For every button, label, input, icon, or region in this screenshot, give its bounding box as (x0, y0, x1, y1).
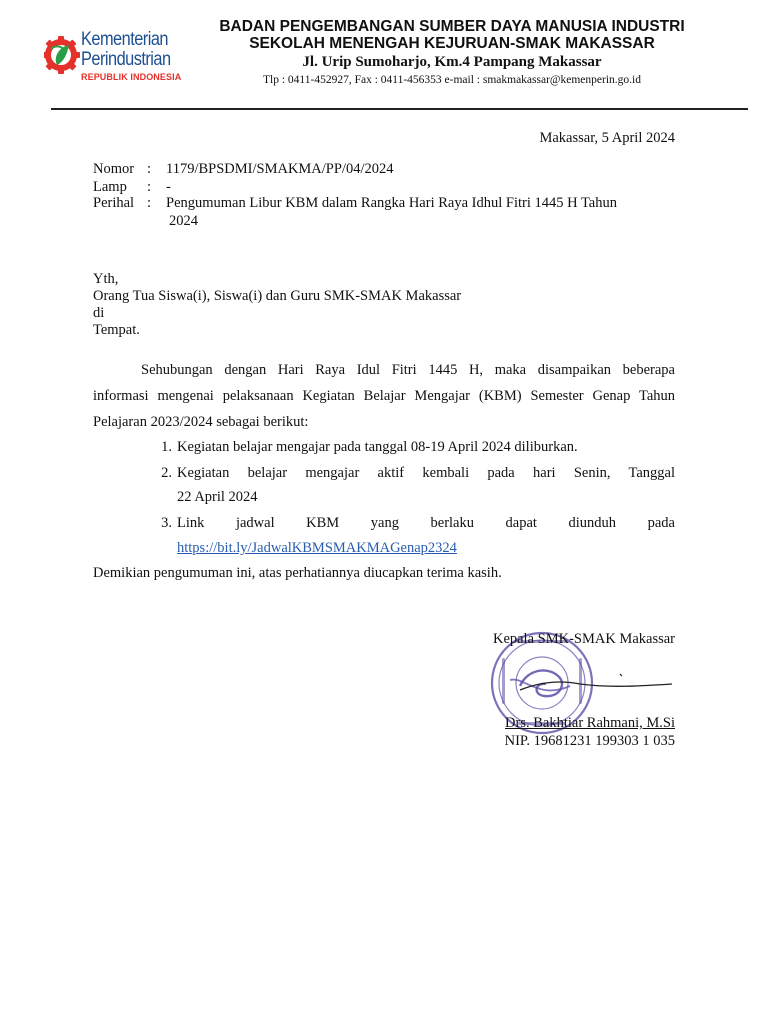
signatory-nip: NIP. 19681231 199303 1 035 (504, 733, 675, 749)
handwritten-signature (520, 660, 675, 700)
letterhead-divider (51, 108, 748, 110)
closing-sentence: Demikian pengumuman ini, atas perhatiannya diucapkan terima kasih. (93, 565, 502, 581)
logo-text-perindustrian: Perindustrian (81, 49, 171, 70)
intro-line-2: informasi mengenai pelaksanaan Kegiatan Belajar Mengajar (KBM) Semester Genap Tahun (93, 388, 675, 404)
list-number: 3. (161, 515, 172, 531)
institution-line-2: SEKOLAH MENENGAH KEJURUAN-SMAK MAKASSAR (249, 35, 655, 52)
meta-colon: : (147, 195, 152, 211)
meta-value-nomor: 1179/BPSDMI/SMAKMA/PP/04/2024 (166, 161, 394, 177)
list-item-2: Kegiatan belajar mengajar aktif kembali pada hari Senin, Tanggal (177, 465, 675, 481)
institution-contact: Tlp : 0411-452927, Fax : 0411-456353 e-mail : smakmakassar@kemenperin.go.id (263, 74, 641, 86)
institution-address: Jl. Urip Sumoharjo, Km.4 Pampang Makassar (302, 54, 602, 70)
intro-line-3: Pelajaran 2023/2024 sebagai berikut: (93, 414, 309, 430)
list-number: 2. (161, 465, 172, 481)
recipient-place: Tempat. (93, 322, 140, 338)
recipient-name: Orang Tua Siswa(i), Siswa(i) dan Guru SMK-SMAK Makassar (93, 288, 462, 304)
meta-value-perihal: Pengumuman Libur KBM dalam Rangka Hari Raya Idhul Fitri 1445 H Tahun (166, 195, 617, 211)
signatory-name: Drs. Bakhtiar Rahmani, M.Si (505, 715, 675, 731)
signatory-title: Kepala SMK-SMAK Makassar (492, 631, 675, 647)
meta-colon: : (147, 179, 152, 195)
intro-line-1: Sehubungan dengan Hari Raya Idul Fitri 1445 H, maka disampaikan beberapa (141, 362, 675, 378)
meta-label-perihal: Perihal (93, 195, 135, 211)
recipient-salutation: Yth, (93, 271, 119, 287)
letter-date: Makassar, 5 April 2024 (539, 130, 675, 146)
ministry-logo (44, 26, 214, 86)
meta-label-lamp: Lamp (93, 179, 127, 195)
list-item-3: Link jadwal KBM yang berlaku dapat diunduh pada (177, 515, 675, 531)
letterhead-block (214, 18, 690, 88)
recipient-di: di (93, 305, 105, 321)
institution-line-1: BADAN PENGEMBANGAN SUMBER DAYA MANUSIA INDUSTRI (219, 18, 685, 35)
meta-colon: : (147, 161, 152, 177)
schedule-link[interactable]: https://bit.ly/JadwalKBMSMAKMAGenap2324 (177, 540, 457, 556)
list-item-2-cont: 22 April 2024 (177, 489, 258, 505)
logo-text-kementerian: Kementerian (81, 29, 168, 50)
logo-text-republik: REPUBLIK INDONESIA (81, 72, 182, 82)
list-number: 1. (161, 439, 172, 455)
meta-label-nomor: Nomor (93, 161, 135, 177)
gear-leaf-logo-icon (44, 28, 80, 84)
meta-value-perihal-cont: 2024 (169, 213, 198, 229)
meta-value-lamp: - (166, 179, 171, 195)
list-item-1: Kegiatan belajar mengajar pada tanggal 08-19 April 2024 diliburkan. (177, 439, 578, 455)
